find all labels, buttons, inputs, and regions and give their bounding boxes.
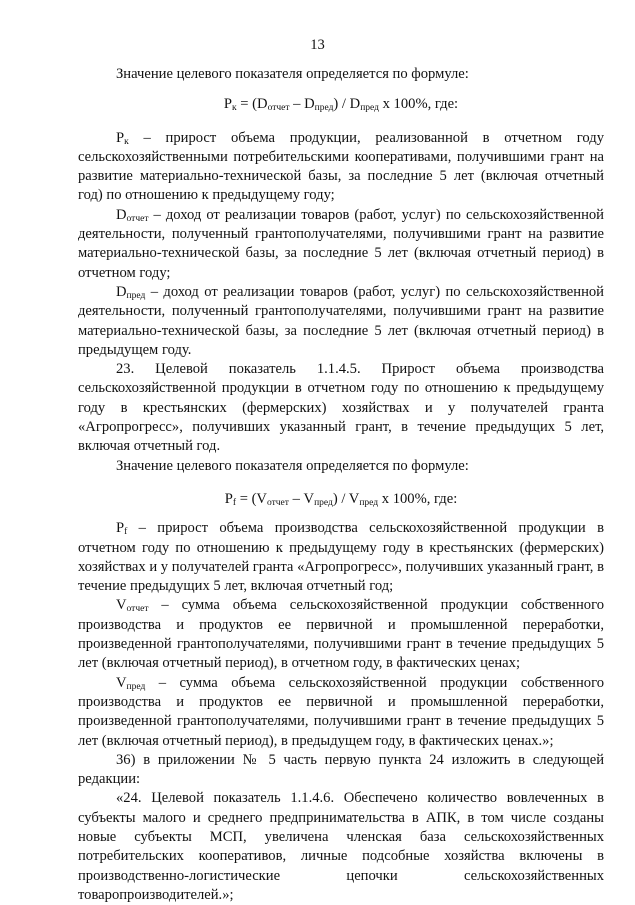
definition-pk-symbol: P <box>116 129 125 146</box>
definition-pk <box>78 129 604 206</box>
formula-pk-lhs: P <box>223 96 233 113</box>
definition-v-pred-symbol: V <box>116 674 127 691</box>
definition-pf-symbol: P <box>116 520 125 537</box>
definition-v-pred <box>78 674 604 751</box>
formula-pk-lhs-sub: к <box>232 103 237 114</box>
definition-d-otchet <box>78 206 604 283</box>
definition-v-pred-sub: пред <box>126 681 146 692</box>
definition-v-otchet-sub: отчет <box>126 604 149 615</box>
item-23: 23. Целевой показатель 1.1.4.5. Прирост объема производства сельскохозяйственной продукции в отчетном году по отношению к предыдущему году в крестьянских (фермерских) хозяйствах и у получателей гранта «Агропрогресс», получивших указанный грант, в течение предыдущих 5 лет, включая отчетный год. <box>78 361 604 455</box>
formula-pf-c-sub: пред <box>359 497 379 508</box>
definition-v-pred-text: – сумма объема сельскохозяйственной продукции собственного производства и продуктов ее первичной и промышленной переработки, произведенной грантополучателями, получившими грант в течение предыдущих 5 лет (включая отчетный период), в предыдущем году, в фактических ценах.»; <box>78 674 604 749</box>
formula-pf-a-sub: отчет <box>266 497 289 508</box>
formula-pk <box>78 95 604 114</box>
formula-pk-op3: ) / D <box>333 96 361 113</box>
formula-pf <box>78 490 604 509</box>
definition-v-otchet-symbol: V <box>116 597 127 614</box>
formula-pk-op1: = (D <box>236 96 268 113</box>
formula-pf-b-sub: пред <box>314 497 333 508</box>
formula-intro-2: Значение целевого показателя определяется по формуле: <box>116 457 469 474</box>
formula-pk-tail: x 100%, где: <box>378 96 459 113</box>
definition-d-pred <box>78 283 604 360</box>
formula-pf-op3: ) / V <box>332 490 360 507</box>
definition-d-otchet-sub: отчет <box>126 213 149 224</box>
formula-pk-b-sub: пред <box>314 103 334 114</box>
definition-d-otchet-symbol: D <box>116 206 127 223</box>
definition-d-pred-symbol: D <box>116 283 127 300</box>
definition-pf-text: – прирост объема производства сельскохозяйственной продукции в отчетном году по отношению к предыдущему году в крестьянских (фермерских) хозяйствах и у получателей гранта «Агропрогресс», получивших указанный грант, в течение предыдущих 5 лет, включая отчетный год; <box>78 520 604 595</box>
document-body <box>78 65 604 905</box>
formula-pf-tail: x 100%, где: <box>378 490 458 507</box>
definition-pf-sub: f <box>124 527 128 538</box>
formula-intro-1: Значение целевого показателя определяется по формуле: <box>116 66 469 82</box>
definition-pk-text: – прирост объема продукции, реализованной в отчетном году сельскохозяйственными потребительскими кооперативами, получившими грант на развитие материально-технической базы, за последние 5 лет (включая отчетный год) по отношению к предыдущему году; <box>78 129 604 204</box>
item-36: 36) в приложении № 5 часть первую пункта 24 изложить в следующей редакции: <box>78 751 604 788</box>
definition-pf <box>78 519 604 596</box>
definition-d-pred-text: – доход от реализации товаров (работ, услуг) по сельскохозяйственной деятельности, полученный грантополучателями, получившими грант на развитие материально-технической базы, за последние 5 лет (включая отчетный период) в предыдущем году. <box>78 283 604 358</box>
definition-v-otchet-text: – сумма объема сельскохозяйственной продукции собственного производства и продуктов ее первичной и промышленной переработки, произведенной грантополучателями, получившими грант в течение предыдущих 5 лет (включая отчетный период), в отчетном году, в фактических ценах; <box>78 597 604 672</box>
formula-pk-c-sub: пред <box>360 103 379 114</box>
formula-pf-op2: – V <box>288 490 315 507</box>
definition-d-otchet-text: – доход от реализации товаров (работ, услуг) по сельскохозяйственной деятельности, полученный грантополучателями, получившими грант на развитие материально-технической базы, за последние 5 лет (включая отчетный период) в отчетном году; <box>78 206 604 281</box>
item-24-new-text: «24. Целевой показатель 1.1.4.6. Обеспечено количество вовлеченных в субъекты малого и среднего предпринимательства в АПК, в том числе созданы новые субъекты МСП, увеличена членская база сельскохозяйственных потребительских кооперативов, личные подсобные хозяйства включены в производственно-логистические цепочки сельскохозяйственных товаропроизводителей.»; <box>78 790 604 903</box>
definition-d-pred-sub: пред <box>126 290 146 301</box>
formula-pf-lhs-sub: f <box>232 497 237 508</box>
formula-pk-op2: – D <box>289 96 315 113</box>
formula-pf-op1: = (V <box>236 490 267 507</box>
definition-v-otchet <box>78 596 604 673</box>
page-number: 13 <box>310 37 325 53</box>
formula-pf-lhs: P <box>224 490 233 507</box>
definition-pk-sub: к <box>124 136 129 147</box>
formula-pk-a-sub: отчет <box>267 103 290 114</box>
